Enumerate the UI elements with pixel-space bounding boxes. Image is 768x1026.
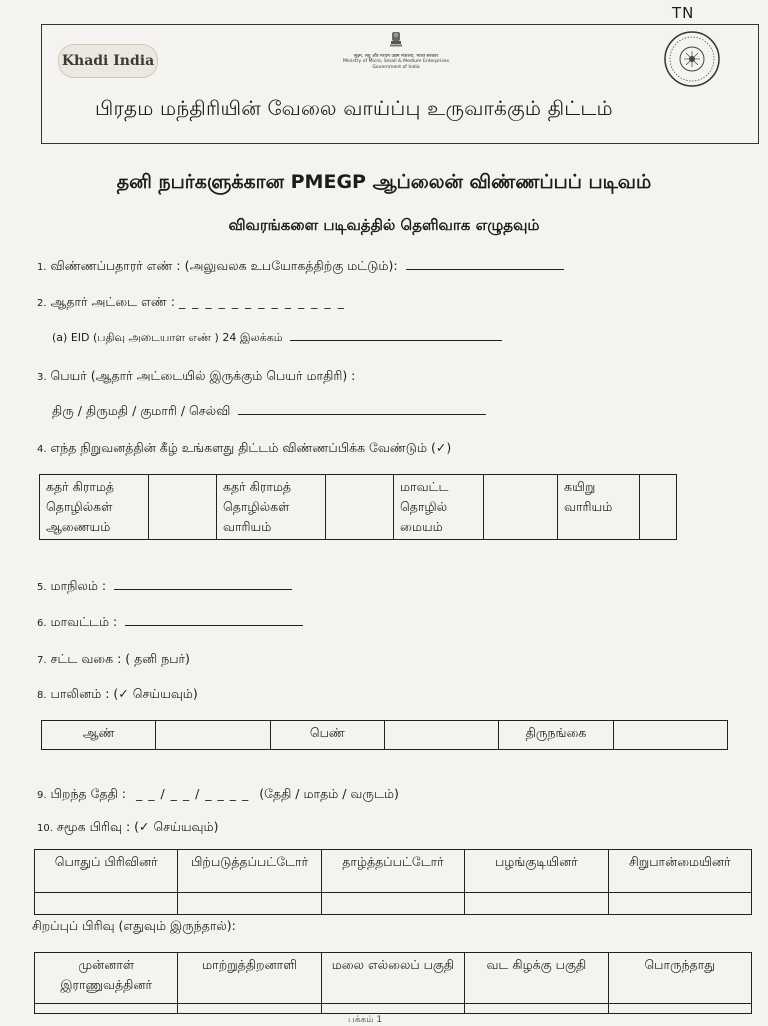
social-category-label: தாழ்த்தப்பட்டோர்	[321, 850, 464, 893]
national-emblem-icon	[388, 30, 404, 48]
social-category-checkbox[interactable]	[321, 893, 464, 915]
page-marker: பக்கம் 1	[348, 1015, 383, 1025]
district-field	[37, 614, 303, 631]
question-number: 9.	[37, 790, 47, 801]
question-number: 2.	[37, 298, 47, 309]
dob-format-hint: (தேதி / மாதம் / வருடம்)	[259, 786, 399, 801]
question-number: 10.	[37, 823, 53, 834]
special-category-label: பொருந்தாது	[608, 953, 751, 1004]
question-number: 7.	[37, 655, 47, 666]
social-category-table	[34, 849, 752, 915]
special-category-label: மாற்றுத்திறனாளி	[178, 953, 321, 1004]
ministry-text-line: Government of India	[372, 64, 420, 70]
district-input-line[interactable]	[125, 625, 303, 626]
field-label: மாவட்டம் :	[50, 614, 118, 629]
applicant-number-field	[37, 258, 564, 275]
gender-checkbox[interactable]	[156, 721, 270, 750]
form-subtitle: விவரங்களை படிவத்தில் தெளிவாக எழுதவும்	[228, 216, 540, 234]
social-category-checkbox[interactable]	[35, 893, 178, 915]
name-title-row	[52, 403, 486, 420]
agency-checkbox[interactable]	[149, 475, 217, 540]
corner-note: TN	[672, 4, 695, 22]
question-number: 1.	[37, 262, 47, 273]
form-title: தனி நபர்களுக்கான PMEGP ஆப்லைன் விண்ணப்பப் படிவம்	[116, 171, 652, 193]
field-label: ஆதார் அட்டை எண் :	[50, 294, 175, 309]
applicant-number-input-line[interactable]	[406, 269, 564, 270]
gender-checkbox[interactable]	[384, 721, 498, 750]
name-input-line[interactable]	[238, 414, 486, 415]
aadhaar-number-field	[37, 294, 345, 311]
social-category-label: பொதுப் பிரிவினர்	[35, 850, 178, 893]
question-number: 4.	[37, 444, 47, 455]
aadhaar-input-dashes[interactable]: _ _ _ _ _ _ _ _ _ _ _ _ _	[178, 294, 346, 309]
circular-seal-icon	[663, 30, 721, 88]
agency-option-label: மாவட்ட தொழில் மையம்	[394, 475, 484, 540]
agency-checkbox[interactable]	[326, 475, 394, 540]
field-label: சட்ட வகை : ( தனி நபர்)	[50, 651, 190, 666]
social-category-checkbox[interactable]	[178, 893, 321, 915]
social-category-label: சிறுபான்மையினர்	[608, 850, 751, 893]
social-category-label: பிற்படுத்தப்பட்டோர்	[178, 850, 321, 893]
ministry-text-line: सूक्ष्म, लघु और मध्यम उद्यम मंत्रालय, भारत सरकार	[353, 54, 439, 59]
field-label: விண்ணப்பதாரர் எண் : (அலுவலக உபயோகத்திற்கு மட்டும்):	[50, 258, 398, 273]
gender-question	[37, 686, 198, 703]
gender-option-label: ஆண்	[42, 721, 156, 750]
field-label: பிறந்த தேதி :	[50, 786, 127, 801]
field-label: (a) EID (பதிவு அடையாள எண் ) 24 இலக்கம்	[52, 331, 283, 344]
date-of-birth-field	[37, 786, 399, 803]
gender-table	[41, 720, 728, 750]
gender-option-label: பெண்	[270, 721, 384, 750]
question-number: 6.	[37, 618, 47, 629]
ministry-logo	[330, 30, 462, 74]
agency-option-label: கதர் கிராமத் தொழில்கள் ஆணையம்	[40, 475, 149, 540]
social-category-label: பழங்குடியினர்	[465, 850, 608, 893]
ministry-text-line: Ministry of Micro, Small & Medium Enterprises	[343, 59, 449, 65]
dob-input-pattern[interactable]: _ _ / _ _ / _ _ _ _	[136, 786, 250, 801]
special-category-checkbox[interactable]	[465, 1004, 608, 1014]
eid-input-line[interactable]	[290, 340, 502, 341]
special-category-table	[34, 952, 752, 1014]
scheme-title: பிரதம மந்திரியின் வேலை வாய்ப்பு உருவாக்கும் திட்டம்	[95, 96, 613, 120]
social-category-question	[37, 819, 218, 836]
field-label: மாநிலம் :	[50, 578, 107, 593]
agency-question	[37, 440, 451, 457]
special-category-checkbox[interactable]	[35, 1004, 178, 1014]
name-field	[37, 368, 355, 385]
question-number: 3.	[37, 372, 47, 383]
agency-option-label: கதர் கிராமத் தொழில்கள் வாரியம்	[217, 475, 326, 540]
state-field	[37, 578, 292, 595]
special-category-checkbox[interactable]	[321, 1004, 464, 1014]
special-category-label: முன்னாள் இராணுவத்தினர்	[35, 953, 178, 1004]
legal-type-field	[37, 651, 190, 668]
gender-option-label: திருநங்கை	[499, 721, 613, 750]
name-titles: திரு / திருமதி / குமாரி / செல்வி	[52, 403, 231, 418]
agency-checkbox[interactable]	[484, 475, 558, 540]
eid-field	[52, 331, 502, 346]
agency-option-label: கயிறு வாரியம்	[558, 475, 640, 540]
social-category-checkbox[interactable]	[608, 893, 751, 915]
khadi-india-logo: Khadi India	[58, 44, 158, 78]
agency-table	[39, 474, 677, 540]
social-category-checkbox[interactable]	[465, 893, 608, 915]
state-input-line[interactable]	[114, 589, 292, 590]
special-category-checkbox[interactable]	[608, 1004, 751, 1014]
gender-checkbox[interactable]	[613, 721, 727, 750]
question-number: 5.	[37, 582, 47, 593]
special-category-label: வட கிழக்கு பகுதி	[465, 953, 608, 1004]
special-category-label: மலை எல்லைப் பகுதி	[321, 953, 464, 1004]
special-category-label: சிறப்புப் பிரிவு (எதுவும் இருந்தால்):	[32, 918, 236, 933]
field-label: எந்த நிறுவனத்தின் கீழ் உங்களது திட்டம் விண்ணப்பிக்க வேண்டும் (✓)	[50, 440, 452, 455]
field-label: பெயர் (ஆதார் அட்டையில் இருக்கும் பெயர் மாதிரி) :	[50, 368, 356, 383]
question-number: 8.	[37, 690, 47, 701]
agency-checkbox[interactable]	[640, 475, 677, 540]
field-label: சமூக பிரிவு : (✓ செய்யவும்)	[56, 819, 219, 834]
special-category-checkbox[interactable]	[178, 1004, 321, 1014]
field-label: பாலினம் : (✓ செய்யவும்)	[50, 686, 198, 701]
